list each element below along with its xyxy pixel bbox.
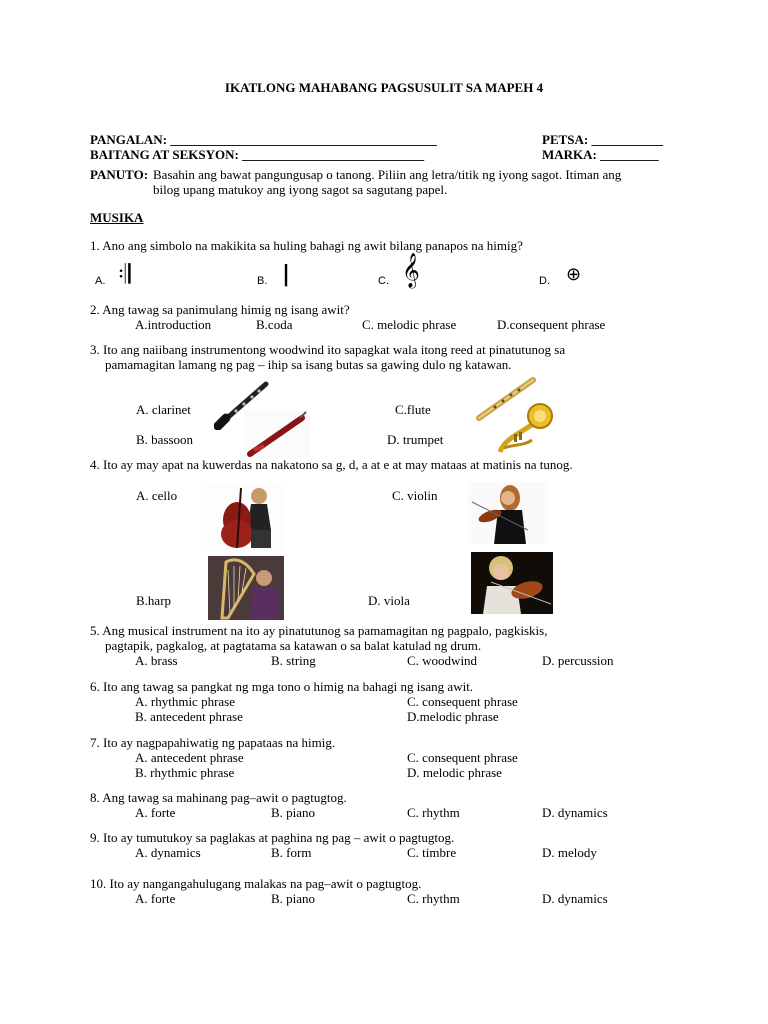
question-10: 10. Ito ay nangangahulugang malakas na pag–awit o pagtugtog. [90, 876, 422, 891]
question-1: 1. Ano ang simbolo na makikita sa huling bahagi ng awit bilang panapos na himig? [90, 238, 523, 253]
q4-choice-d: D. viola [368, 593, 410, 608]
directions-label: PANUTO: [90, 167, 149, 182]
cello-player-image [201, 484, 283, 552]
q10-choice-c: C. rhythm [407, 891, 460, 906]
q7-choice-d: D. melodic phrase [407, 765, 502, 780]
q1-choice-c: C. [378, 275, 389, 287]
directions-text-2: bilog upang matukoy ang iyong sagot sa sagutang papel. [153, 182, 448, 197]
question-9: 9. Ito ay tumutukoy sa paglakas at paghina ng pag – awit o pagtugtog. [90, 830, 455, 845]
q8-choice-c: C. rhythm [407, 805, 460, 820]
treble-clef-icon: 𝄞 [402, 253, 420, 288]
q9-choice-b: B. form [271, 845, 312, 860]
q1-choice-a: A. [95, 275, 106, 287]
page-title: IKATLONG MAHABANG PAGSUSULIT SA MAPEH 4 [224, 80, 544, 95]
name-field: PANGALAN: _________________________________________ [90, 132, 437, 147]
q5-choice-a: A. brass [135, 653, 178, 668]
question-7: 7. Ito ay nagpapahiwatig ng papataas na himig. [90, 735, 336, 750]
repeat-sign-icon: 𝄇 [118, 260, 131, 290]
q4-choice-a: A. cello [136, 488, 178, 503]
q8-choice-a: A. forte [135, 805, 176, 820]
q7-choice-b: B. rhythmic phrase [135, 765, 235, 780]
coda-sign-icon: ⊕ [566, 264, 582, 285]
q4-choice-c: C. violin [392, 488, 438, 503]
q6-choice-a: A. rhythmic phrase [135, 694, 236, 709]
q10-choice-b: B. piano [271, 891, 316, 906]
directions-text-1: Basahin ang bawat pangungusap o tanong. Piliin ang letra/titik ng iyong sagot. Itiman ang [153, 167, 622, 182]
question-5-line-1: 5. Ang musical instrument na ito ay pinatutunog sa pamamagitan ng pagpalo, pagkiskis, [90, 623, 548, 638]
q3-choice-b: B. bassoon [136, 432, 194, 447]
q2-choice-a: A.introduction [135, 317, 212, 332]
score-field: MARKA: _________ [542, 147, 659, 162]
q7-choice-a: A. antecedent phrase [135, 750, 244, 765]
q3-choice-d: D. trumpet [387, 432, 444, 447]
q5-choice-b: B. string [271, 653, 316, 668]
bar-line-icon: | [282, 262, 291, 287]
q10-choice-d: D. dynamics [542, 891, 608, 906]
q6-choice-c: C. consequent phrase [407, 694, 518, 709]
trumpet-image [494, 400, 556, 458]
q4-choice-b: B.harp [136, 593, 172, 608]
bassoon-image [244, 410, 310, 458]
q9-choice-d: D. melody [542, 845, 597, 860]
q1-choice-b: B. [257, 275, 268, 287]
question-5-line-2: pagtapik, pagkalog, at pagtatama sa katawan o sa balat katulad ng drum. [105, 638, 482, 653]
q2-choice-d: D.consequent phrase [497, 317, 606, 332]
q2-choice-b: B.coda [256, 317, 293, 332]
q6-choice-d: D.melodic phrase [407, 709, 499, 724]
q7-choice-c: C. consequent phrase [407, 750, 518, 765]
q8-choice-b: B. piano [271, 805, 316, 820]
question-3-line-1: 3. Ito ang naiibang instrumentong woodwind ito sapagkat wala itong reed at pinatutunog sa [90, 342, 566, 357]
question-3-line-2: pamamagitan lamang ng pag – ihip sa isang butas sa gawing dulo ng katawan. [105, 357, 512, 372]
q2-choice-c: C. melodic phrase [362, 317, 457, 332]
section-heading: MUSIKA [90, 210, 144, 225]
question-8: 8. Ang tawag sa mahinang pag–awit o pagtugtog. [90, 790, 347, 805]
q10-choice-a: A. forte [135, 891, 176, 906]
grade-section-field: BAITANG AT SEKSYON: ____________________________ [90, 147, 425, 162]
violin-player-image [468, 482, 548, 544]
date-field: PETSA: ___________ [542, 132, 663, 147]
q5-choice-c: C. woodwind [407, 653, 478, 668]
question-2: 2. Ang tawag sa panimulang himig ng isang awit? [90, 302, 350, 317]
q3-choice-a: A. clarinet [136, 402, 191, 417]
q5-choice-d: D. percussion [542, 653, 614, 668]
question-6: 6. Ito ang tawag sa pangkat ng mga tono o himig na bahagi ng isang awit. [90, 679, 474, 694]
viola-player-image [471, 552, 553, 614]
q9-choice-c: C. timbre [407, 845, 457, 860]
q9-choice-a: A. dynamics [135, 845, 201, 860]
harp-player-image [208, 556, 284, 620]
q8-choice-d: D. dynamics [542, 805, 608, 820]
q6-choice-b: B. antecedent phrase [135, 709, 243, 724]
q1-choice-d: D. [539, 275, 550, 287]
q3-choice-c: C.flute [395, 402, 431, 417]
question-4: 4. Ito ay may apat na kuwerdas na nakatono sa g, d, a at e at may mataas at matinis na tunog. [90, 457, 573, 472]
